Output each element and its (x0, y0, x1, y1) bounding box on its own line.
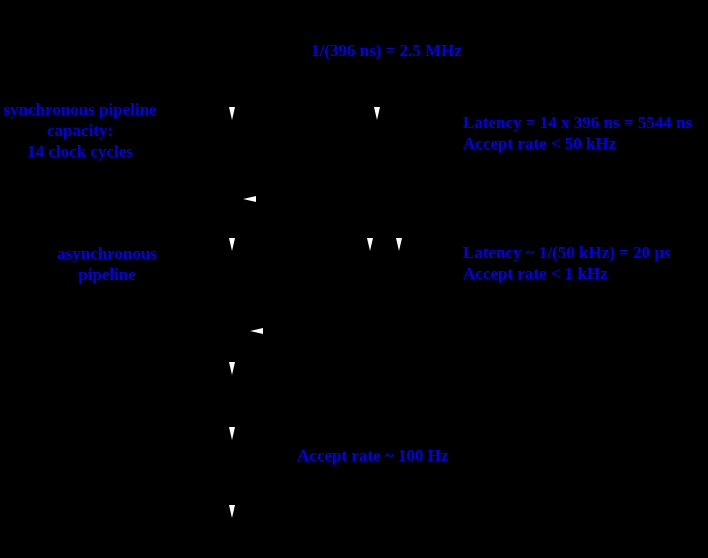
level1-accept-rate-label: Accept rate < 50 kHz (463, 134, 617, 153)
down-arrowhead-icon (229, 427, 235, 440)
down-arrowhead-icon (229, 107, 235, 120)
sync-pipeline-annotation (0, 99, 160, 162)
left-arrowhead-icon (243, 196, 256, 202)
down-arrowhead-icon (396, 238, 402, 251)
down-arrowhead-icon (229, 505, 235, 518)
down-arrowhead-icon (229, 362, 235, 375)
level2-info (463, 242, 671, 284)
left-arrowhead-icon (250, 328, 263, 334)
crossing-rate-label: 1/(396 ns) = 2.5 MHz (311, 41, 462, 60)
async-pipeline-line2: pipeline (78, 265, 136, 284)
level2-latency-label: Latency ~ 1/(50 kHz) = 20 µs (463, 243, 671, 262)
async-pipeline-line1: asynchronous (57, 244, 157, 263)
down-arrowhead-icon (229, 238, 235, 251)
sync-pipeline-line2: capacity: (46, 121, 114, 140)
level2-accept-rate-label: Accept rate < 1 kHz (463, 264, 608, 283)
level1-info (463, 112, 692, 154)
down-arrowhead-icon (367, 238, 373, 251)
down-arrowhead-icon (374, 107, 380, 120)
level3-accept-rate-label: Accept rate ~ 100 Hz (297, 446, 449, 465)
sync-pipeline-line3: 14 clock cycles (27, 142, 133, 161)
level1-latency-label: Latency = 14 x 396 ns = 5544 ns (463, 113, 693, 132)
async-pipeline-annotation (30, 243, 184, 285)
sync-pipeline-line1: synchronous pipeline (3, 100, 157, 119)
